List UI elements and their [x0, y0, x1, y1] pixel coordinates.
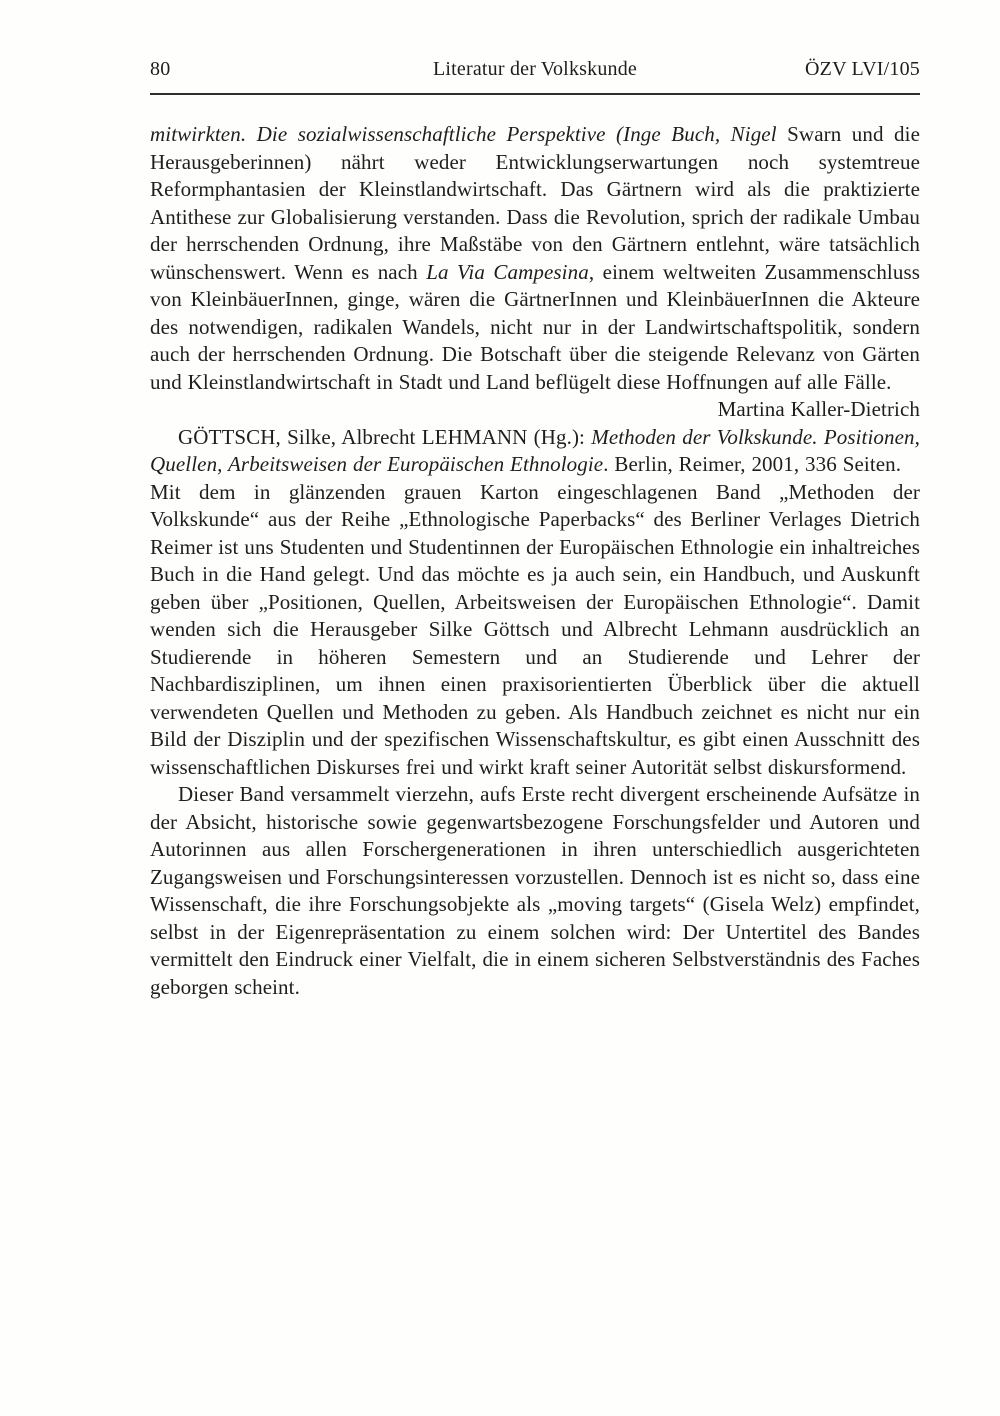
- reviewer-signature: Martina Kaller-Dietrich: [717, 397, 920, 421]
- text-column: [150, 121, 920, 1001]
- running-title: Literatur der Volkskunde: [432, 58, 638, 80]
- review-paragraph-2: Dieser Band versammelt vierzehn, aufs Erste recht divergent erscheinende Aufsätze in der Absicht, historische sowie gegenwartsbezogene Forschungsfelder und Autoren und Autorinnen aus allen Forschergenerationen in ihren unterschiedlich ausgerichteten Zugangsweisen und Forschungsinteressen vorzustellen. Dennoch ist es nicht so, dass eine Wissenschaft, die ihre Forschungsobjekte als „moving targets“ (Gisela Welz) empfindet, selbst in der Eigenrepräsentation zu einem solchen wird: Der Untertitel des Bandes vermittelt den Eindruck einer Vielfalt, die in einem sicheren Selbstverständnis des Faches geborgen scheint.: [150, 782, 920, 999]
- journal-issue-label: ÖZV LVI/105: [805, 58, 920, 80]
- page-header: [150, 56, 920, 82]
- review-paragraph-1: Mit dem in glänzenden grauen Karton eingeschlagenen Band „Methoden der Volkskunde“ aus der Reihe „Ethnologische Paperbacks“ des Berliner Verlages Dietrich Reimer ist uns Studenten und Studentinnen der Europäischen Ethnologie ein inhaltreiches Buch in die Hand gelegt. Und das möchte es ja auch sein, ein Handbuch, und Auskunft geben über „Positionen, Quellen, Arbeitsweisen der Europäischen Ethnologie“. Damit wenden sich die Herausgeber Silke Göttsch und Albrecht Lehmann ausdrücklich an Studierende in höheren Semestern und an Studierende und Lehrer der Nachbardisziplinen, um ihnen einen praxisorientierten Überblick über die aktuell verwendeten Quellen und Methoden zu geben. Als Handbuch zeichnet es nicht nur ein Bild der Disziplin und der spezifischen Wissenschaftskultur, es gibt einen Ausschnitt des wissenschaftlichen Diskurses frei und wirkt kraft seiner Autorität selbst diskursformend.: [150, 479, 920, 779]
- header-rule: [150, 93, 920, 95]
- review-continuation-paragraph: mitwirkten. Die sozialwissenschaftliche Perspektive (Inge Buch, Nigel Swarn und die Herausgeberinnen) nährt weder Entwicklungserwartungen noch systemtreue Reformphantasien der Kleinstlandwirtschaft. Das Gärtnern wird als die praktizierte Antithese zur Globalisierung verstanden. Dass die Revolution, sprich der radikale Umbau der herrschenden Ordnung, ihre Maßstäbe von den Gärtnern entlehnt, wäre tatsächlich wünschenswert. Wenn es nach La Via Campesina, einem weltweiten Zusammenschluss von KleinbäuerInnen, ginge, wären die GärtnerInnen und KleinbäuerInnen die Akteure des notwendigen, radikalen Wandels, nicht nur in der Landwirtschaftspolitik, sondern auch der herrschenden Ordnung. Die Botschaft über die steigende Relevanz von Gärten und Kleinstlandwirtschaft in Stadt und Land beflügelt diese Hoffnungen auf alle Fälle.: [150, 122, 921, 394]
- page-number: 80: [150, 58, 171, 80]
- book-citation: GÖTTSCH, Silke, Albrecht LEHMANN (Hg.): Methoden der Volkskunde. Positionen, Quellen, Arbeitsweisen der Europäischen Ethnologie. Berlin, Reimer, 2001, 336 Seiten.: [150, 424, 921, 476]
